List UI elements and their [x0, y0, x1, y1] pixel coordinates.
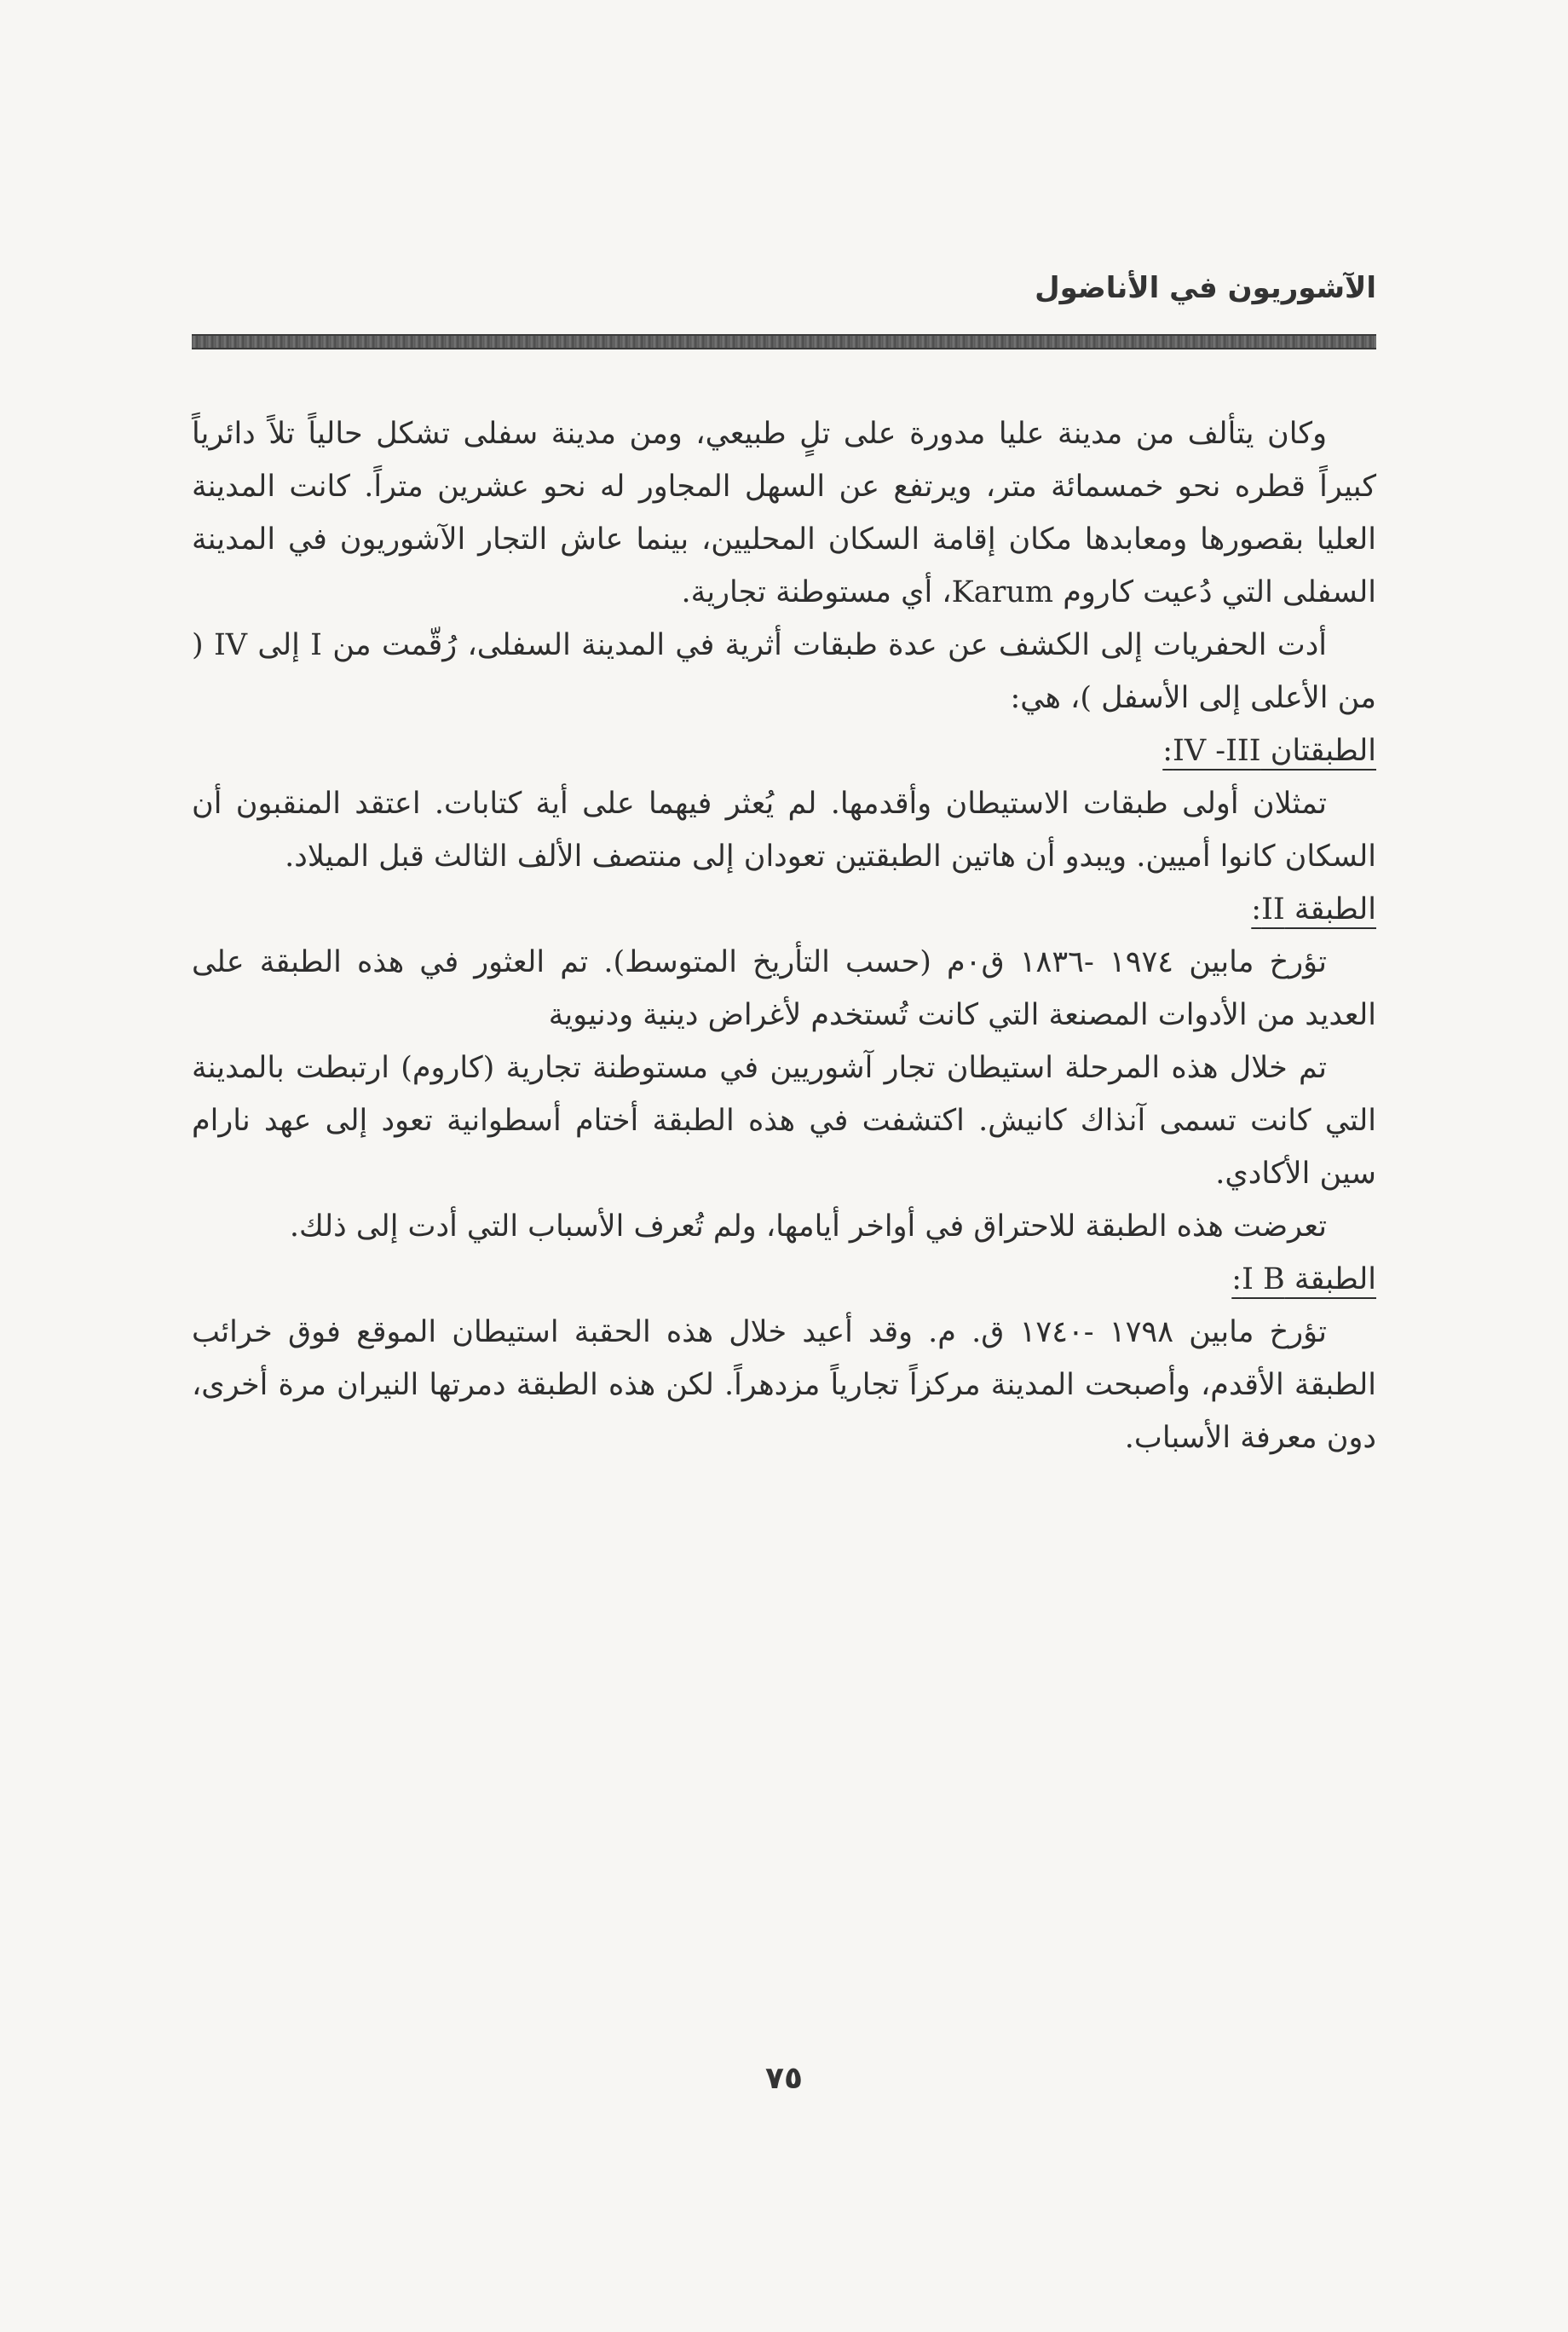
- body-text: [192, 407, 1376, 1464]
- page-number: ٧٥: [765, 2061, 803, 2096]
- section-heading-layer-1b-text: الطبقة I B:: [1231, 1262, 1376, 1296]
- paragraph-city-description: وكان يتألف من مدينة عليا مدورة على تلٍ طبيعي، ومن مدينة سفلى تشكل حالياً تلاً دائرياً كبيراً قطره نحو خمسمائة متر، ويرتفع عن السهل المجاور له نحو عشرين متراً. كانت المدينة العليا بقصورها ومعابدها مكان إقامة السكان المحليين، بينما عاش التجار الآشوريون في المدينة السفلى التي دُعيت كاروم Karum، أي مستوطنة تجارية.: [192, 417, 1376, 609]
- section-heading-layers-3-4: [192, 724, 1376, 777]
- section-heading-layers-3-4-text: الطبقتان IV -III:: [1162, 734, 1376, 768]
- paragraph-layer-1b: تؤرخ مابين ١٧٩٨ -١٧٤٠ ق. م. وقد أعيد خلال هذه الحقبة استيطان الموقع فوق خرائب الطبقة الأقدم، وأصبحت المدينة مركزاً تجارياً مزدهراً. لكن هذه الطبقة دمرتها النيران مرة أخرى، دون معرفة الأسباب.: [192, 1315, 1376, 1455]
- section-heading-layer-1b: [192, 1253, 1376, 1306]
- section-heading-layer-2: [192, 883, 1376, 936]
- running-header: الآشوريون في الأناضول: [1035, 271, 1376, 305]
- paragraph-layer-2-settlement: تم خلال هذه المرحلة استيطان تجار آشوريين في مستوطنة تجارية (كاروم) ارتبطت بالمدينة التي كانت تسمى آنذاك كانيش. اكتشفت في هذه الطبقة أختام أسطوانية تعود إلى عهد نارام سين الأكادي.: [192, 1051, 1376, 1191]
- paragraph-layer-2-dating: تؤرخ مابين ١٩٧٤ -١٨٣٦ ق٠م (حسب التأريخ المتوسط). تم العثور في هذه الطبقة على العديد من الأدوات المصنعة التي كانت تُستخدم لأغراض دينية ودنيوية: [192, 945, 1376, 1032]
- paragraph-layer-2-fire: تعرضت هذه الطبقة للاحتراق في أواخر أيامها، ولم تُعرف الأسباب التي أدت إلى ذلك.: [289, 1209, 1327, 1244]
- paragraph-layers-3-4: تمثلان أولى طبقات الاستيطان وأقدمها. لم يُعثر فيهما على أية كتابات. اعتقد المنقبون أن السكان كانوا أميين. ويبدو أن هاتين الطبقتين تعودان إلى منتصف الألف الثالث قبل الميلاد.: [192, 787, 1376, 874]
- header-rule: [192, 334, 1376, 349]
- paragraph-excavations: أدت الحفريات إلى الكشف عن عدة طبقات أثرية في المدينة السفلى، رُقّمت من I إلى IV ( من الأعلى إلى الأسفل )، هي:: [192, 628, 1376, 715]
- section-heading-layer-2-text: الطبقة II:: [1251, 892, 1376, 926]
